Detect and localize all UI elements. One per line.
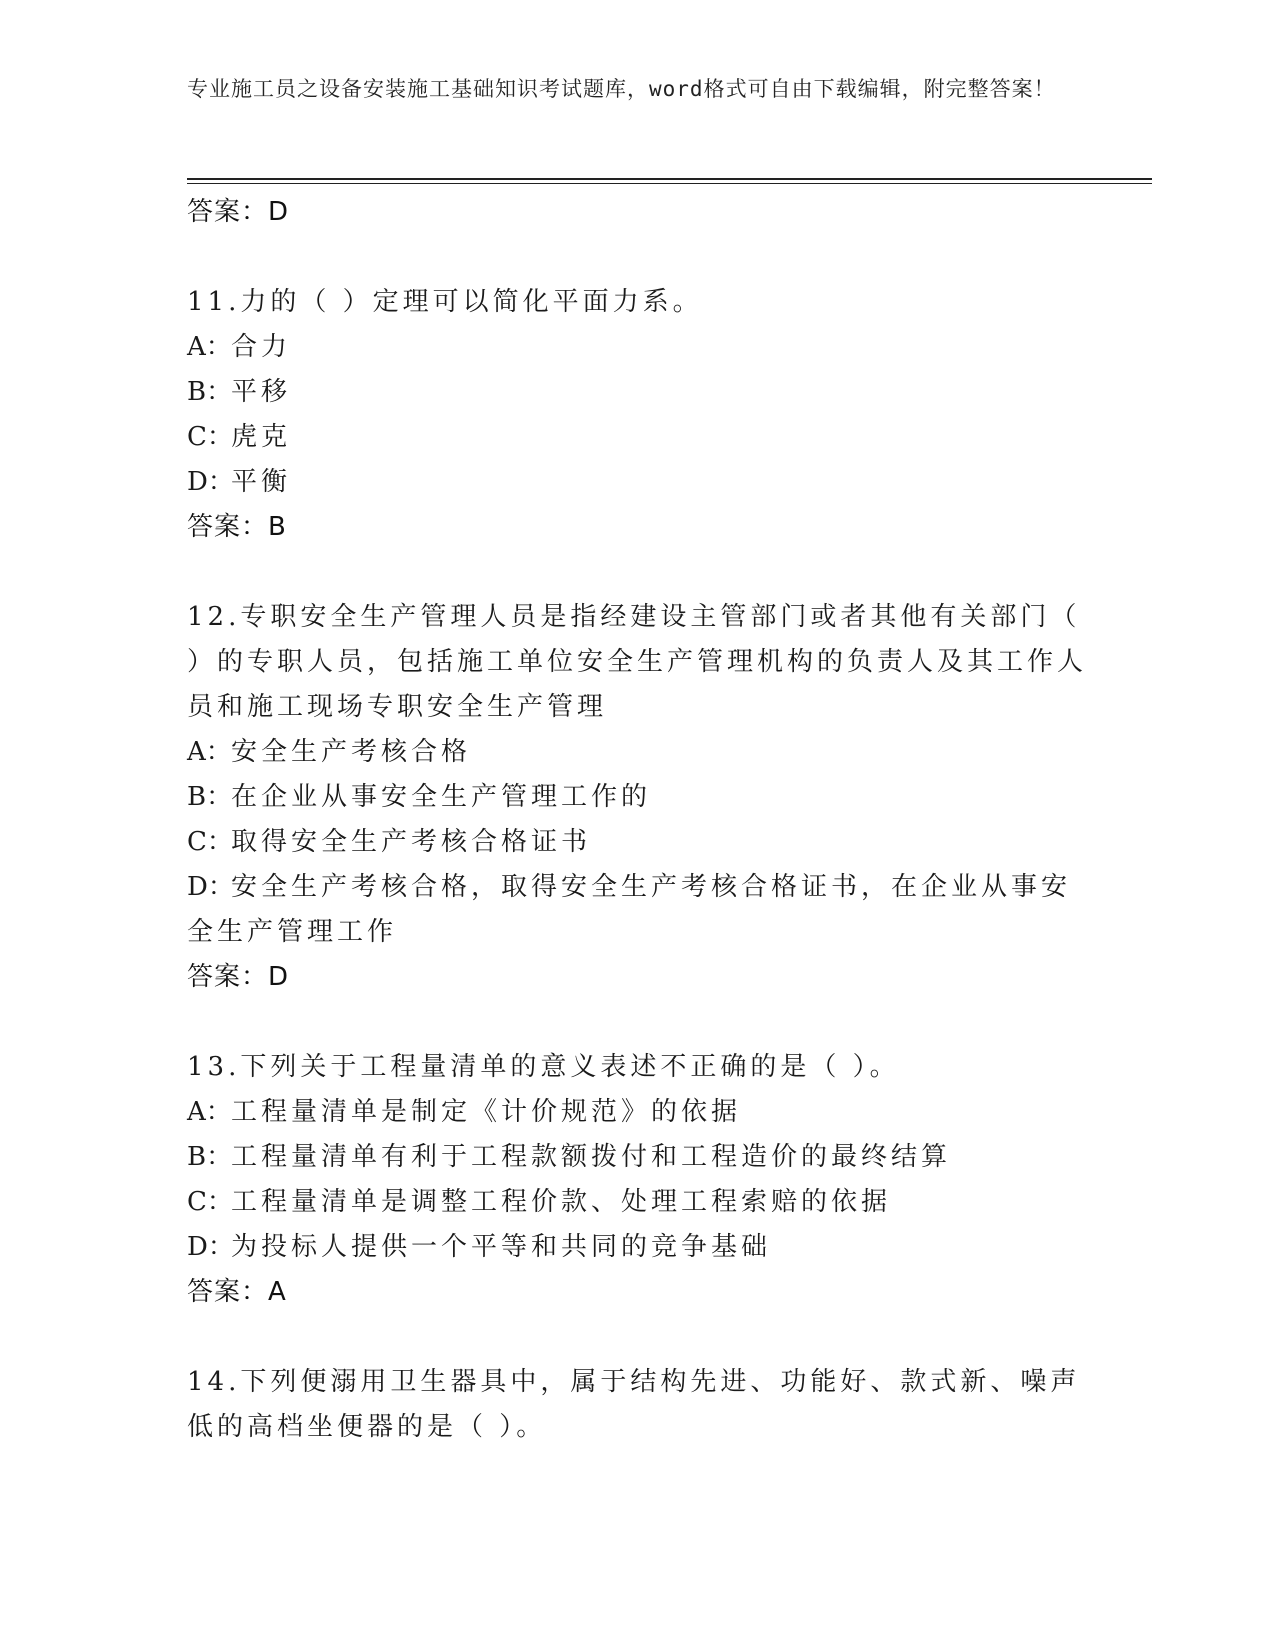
option-text: 工程量清单是调整工程价款、处理工程索赔的依据 [231, 1187, 892, 1217]
option-text: 平衡 [231, 467, 292, 497]
question-text: 11.力的（ ）定理可以简化平面力系。 [187, 287, 703, 317]
option-text: 安全生产考核合格，取得安全生产考核合格证书，在企业从事安全生产管理工作 [187, 872, 1072, 947]
option-letter: D： [187, 872, 234, 902]
answer-line: 答案：D [187, 962, 290, 992]
header-rule [187, 178, 1152, 180]
option-letter: A： [187, 1097, 232, 1127]
option-letter: C： [187, 827, 233, 857]
question-block [187, 1360, 1087, 1450]
question-text: 14.下列便溺用卫生器具中，属于结构先进、功能好、款式新、噪声低的高档坐便器的是（ ）。 [187, 1367, 1081, 1442]
question-text: 12.专职安全生产管理人员是指经建设主管部门或者其他有关部门（ ）的专职人员，包括施工单位安全生产管理机构的负责人及其工作人员和施工现场专职安全生产管理 [187, 602, 1088, 722]
option-text: 工程量清单有利于工程款额拨付和工程造价的最终结算 [231, 1142, 952, 1172]
answer-option [187, 370, 1087, 415]
option-letter: D： [187, 467, 234, 497]
answer-option [187, 1135, 1087, 1180]
answer-option [187, 415, 1087, 460]
option-text: 为投标人提供一个平等和共同的竞争基础 [231, 1232, 772, 1262]
option-text: 平移 [231, 377, 292, 407]
answer-option [187, 820, 1087, 865]
question-block [187, 595, 1087, 1000]
question-block [187, 1045, 1087, 1315]
answer-line: 答案：A [187, 1277, 287, 1307]
option-letter: C： [187, 1187, 233, 1217]
option-letter: C： [187, 422, 233, 452]
question-block [187, 280, 1087, 550]
question-text: 13.下列关于工程量清单的意义表述不正确的是（ ）。 [187, 1052, 900, 1082]
option-text: 在企业从事安全生产管理工作的 [231, 782, 652, 812]
option-letter: B： [187, 1142, 233, 1172]
option-text: 取得安全生产考核合格证书 [231, 827, 592, 857]
answer-option [187, 1225, 1087, 1270]
answer-option [187, 775, 1087, 820]
option-text: 合力 [231, 332, 292, 362]
answer-option [187, 1180, 1087, 1225]
option-letter: B： [187, 377, 233, 407]
answer-line: 答案：B [187, 512, 287, 542]
page-header: 专业施工员之设备安装施工基础知识考试题库，word格式可自由下载编辑，附完整答案！ [187, 77, 1056, 101]
option-letter: B： [187, 782, 233, 812]
option-text: 安全生产考核合格 [231, 737, 472, 767]
question-list [187, 280, 1087, 1450]
answer-option [187, 730, 1087, 775]
answer-option [187, 325, 1087, 370]
option-text: 工程量清单是制定《计价规范》的依据 [231, 1097, 742, 1127]
answer-option [187, 1090, 1087, 1135]
questions-content [187, 190, 1087, 1450]
header-rule-secondary [187, 183, 1152, 184]
option-letter: D： [187, 1232, 234, 1262]
answer-option [187, 460, 1087, 505]
option-letter: A： [187, 737, 232, 767]
answer-line: 答案：D [187, 197, 290, 227]
answer-option [187, 865, 1087, 955]
option-letter: A： [187, 332, 232, 362]
option-text: 虎克 [231, 422, 292, 452]
